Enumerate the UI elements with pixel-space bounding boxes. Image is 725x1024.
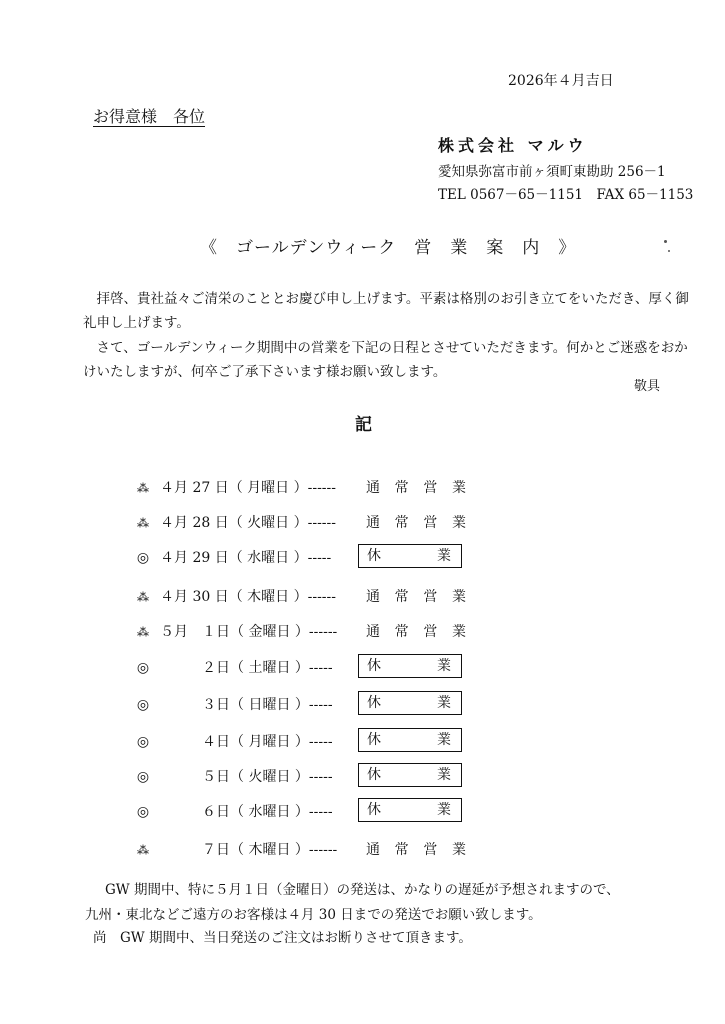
business-day-mark-icon: ⁂ <box>137 516 149 530</box>
closed-status-box <box>358 544 462 568</box>
holiday-mark-icon: ◎ <box>136 769 150 785</box>
status-char: 休 <box>367 767 381 783</box>
status-char: 営 <box>423 842 438 858</box>
schedule-date: ６日（ 水曜日 ）----- <box>160 804 333 820</box>
schedule-date: ２日（ 土曜日 ）----- <box>160 660 333 676</box>
status-char: 常 <box>394 515 409 531</box>
status-char: 常 <box>394 480 409 496</box>
company-name: 株式会社 マルウ <box>438 136 588 155</box>
scan-speck <box>668 250 670 252</box>
open-status <box>358 620 466 644</box>
schedule-date: ７日（ 木曜日 ）------ <box>160 842 338 858</box>
closed-status-box <box>358 763 462 787</box>
status-char: 通 <box>366 842 380 858</box>
open-status <box>358 585 466 609</box>
status-char: 業 <box>451 480 466 496</box>
recipient-line: お得意様 各位 <box>93 107 206 126</box>
status-char: 休 <box>367 548 381 564</box>
status-char: 休 <box>367 802 381 818</box>
status-char: 営 <box>423 480 438 496</box>
status-char: 常 <box>394 624 409 640</box>
open-status <box>358 511 466 535</box>
status-char: 通 <box>366 515 380 531</box>
holiday-mark-icon: ◎ <box>136 550 150 566</box>
status-char: 業 <box>451 624 466 640</box>
business-day-mark-icon: ⁂ <box>137 843 149 857</box>
schedule-date: ４月 28 日（ 火曜日 ）------ <box>160 515 336 531</box>
status-char: 業 <box>437 732 451 748</box>
scan-speck <box>664 240 667 243</box>
status-char: 通 <box>366 589 380 605</box>
status-char: 業 <box>437 767 451 783</box>
status-char: 業 <box>451 589 466 605</box>
status-char: 営 <box>423 515 438 531</box>
status-char: 休 <box>367 695 381 711</box>
closing-word: 敬具 <box>634 379 661 394</box>
document-title: 《 ゴールデンウィーク 営 業 案 内 》 <box>200 238 577 258</box>
ki-heading: 記 <box>355 415 372 435</box>
status-char: 営 <box>423 624 438 640</box>
status-char: 業 <box>437 658 451 674</box>
company-address: 愛知県弥富市前ヶ須町東勘助 256－1 <box>438 164 666 180</box>
status-char: 休 <box>367 658 381 674</box>
schedule-date: ５日（ 火曜日 ）----- <box>160 769 333 785</box>
open-status <box>358 838 466 862</box>
holiday-mark-icon: ◎ <box>136 804 150 820</box>
status-char: 通 <box>366 480 380 496</box>
business-day-mark-icon: ⁂ <box>137 481 149 495</box>
schedule-date: ４日（ 月曜日 ）----- <box>160 734 333 750</box>
closed-status-box <box>358 691 462 715</box>
closed-status-box <box>358 728 462 752</box>
document-date: 2026年４月吉日 <box>508 73 614 89</box>
schedule-date: ５月 １日（ 金曜日 ）------ <box>160 624 338 640</box>
schedule-date: ４月 30 日（ 木曜日 ）------ <box>160 589 336 605</box>
note-line-1: GW 期間中、特に５月１日（金曜日）の発送は、かなりの遅延が予想されますので、 <box>105 882 620 898</box>
closed-status-box <box>358 798 462 822</box>
holiday-mark-icon: ◎ <box>136 660 150 676</box>
schedule-date: ３日（ 日曜日 ）----- <box>160 697 333 713</box>
status-char: 常 <box>394 842 409 858</box>
status-char: 業 <box>451 842 466 858</box>
note-line-3: 尚 GW 期間中、当日発送のご注文はお断りさせて頂きます。 <box>93 930 472 946</box>
status-char: 常 <box>394 589 409 605</box>
holiday-mark-icon: ◎ <box>136 697 150 713</box>
business-day-mark-icon: ⁂ <box>137 590 149 604</box>
business-day-mark-icon: ⁂ <box>137 625 149 639</box>
open-status <box>358 476 466 500</box>
holiday-mark-icon: ◎ <box>136 734 150 750</box>
notice-paragraph: さて、ゴールデンウィーク期間中の営業を下記の日程とさせていただきます。何かとご迷惑をおかけいたしますが、何卒ご了承下さいます様お願い致します。 <box>83 340 688 380</box>
note-line-2: 九州・東北などご遠方のお客様は４月 30 日までの発送でお願い致します。 <box>85 907 542 923</box>
status-char: 営 <box>423 589 438 605</box>
greeting-paragraph: 拝啓、貴社益々ご清栄のこととお慶び申し上げます。平素は格別のお引き立てをいただき、厚く御礼申し上げます。 <box>83 291 689 331</box>
status-char: 業 <box>437 802 451 818</box>
schedule-date: ４月 27 日（ 月曜日 ）------ <box>160 480 336 496</box>
status-char: 休 <box>367 732 381 748</box>
status-char: 業 <box>437 548 451 564</box>
company-phone: TEL 0567－65－1151 FAX 65－1153 <box>438 187 694 203</box>
schedule-date: ４月 29 日（ 水曜日 ）----- <box>160 550 332 566</box>
status-char: 業 <box>451 515 466 531</box>
closed-status-box <box>358 654 462 678</box>
status-char: 業 <box>437 695 451 711</box>
status-char: 通 <box>366 624 380 640</box>
